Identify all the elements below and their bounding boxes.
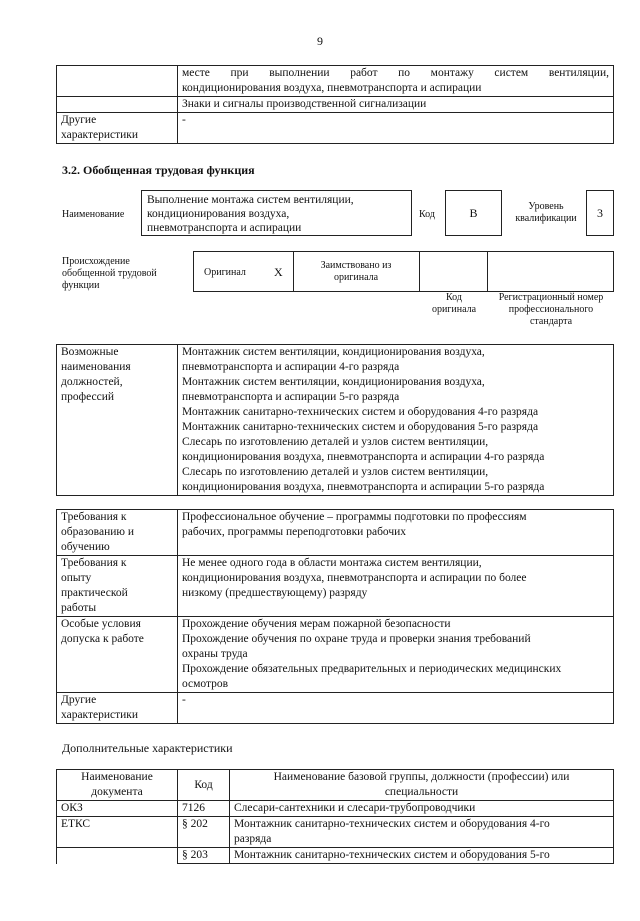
origin-divider — [419, 252, 420, 291]
top-table-other-value: - — [178, 113, 614, 144]
table-row — [57, 617, 614, 693]
table-cell-doc — [57, 848, 178, 864]
requirement-label: Требования к образованию и обучению — [57, 510, 178, 556]
positions-list — [178, 345, 614, 496]
requirement-value: - — [178, 693, 614, 724]
requirement-label: Особые условия допуска к работе — [57, 617, 178, 693]
list-item: Слесарь по изготовлению деталей и узлов систем вентиляции, — [182, 466, 489, 478]
table-row — [57, 510, 614, 556]
requirement-label: Другие характеристики — [57, 693, 178, 724]
section-title: 3.2. Обобщенная трудовая функция — [62, 163, 255, 177]
top-table-row1-value: месте при выполнении работ по монтажу систем вентиляции, кондиционирования воздуха, пневмотранспорта и аспирации — [178, 66, 614, 97]
top-table-other-label: Другие характеристики — [57, 113, 178, 144]
requirement-value: Не менее одного года в области монтажа систем вентиляции, кондиционирования воздуха, пневмотранспорта и аспирации по более низкому (предшествующему) разряду — [178, 556, 614, 617]
list-item: Монтажник систем вентиляции, кондиционирования воздуха, — [182, 346, 485, 358]
requirements-table — [56, 509, 614, 724]
page-number: 9 — [317, 34, 323, 48]
list-item: пневмотранспорта и аспирации 4-го разряда — [182, 361, 400, 373]
table-cell-name: Слесари-сантехники и слесари-трубопроводчики — [230, 801, 614, 817]
list-item: Слесарь по изготовлению деталей и узлов систем вентиляции, — [182, 436, 489, 448]
table-cell-name: Монтажник санитарно-технических систем и оборудования 4-го разряда — [230, 817, 614, 848]
table-row — [57, 817, 614, 848]
gtf-code-box: B — [445, 190, 502, 236]
requirement-value: Профессиональное обучение – программы подготовки по профессиям рабочих, программы переподготовки рабочих — [178, 510, 614, 556]
positions-table — [56, 344, 614, 496]
table-row — [57, 556, 614, 617]
list-item: Монтажник систем вентиляции, кондиционирования воздуха, — [182, 376, 485, 388]
table-cell-doc: ЕТКС — [57, 817, 178, 848]
gtf-name-label: Наименование — [62, 209, 125, 220]
table-cell-name: Монтажник санитарно-технических систем и оборудования 5-го — [230, 848, 614, 864]
table-cell-doc: ОКЗ — [57, 801, 178, 817]
origin-label: Происхождение обобщенной трудовой функции — [62, 256, 157, 291]
gtf-level-label: Уровень квалификации — [515, 201, 577, 224]
origin-box — [193, 251, 614, 292]
gtf-code-label: Код — [419, 209, 435, 220]
additional-table — [56, 769, 614, 864]
list-item: кондиционирования воздуха, пневмотранспорта и аспирации 4-го разряда — [182, 451, 545, 463]
additional-title: Дополнительные характеристики — [62, 741, 233, 755]
origin-reg-caption: Регистрационный номер профессионального стандарта — [498, 292, 604, 327]
origin-original-mark: X — [274, 265, 283, 279]
table-row — [57, 848, 614, 864]
gtf-name-box: Выполнение монтажа систем вентиляции, кондиционирования воздуха, пневмотранспорта и аспирации — [141, 190, 412, 236]
list-item: пневмотранспорта и аспирации 5-го разряда — [182, 391, 400, 403]
positions-label: Возможные наименования должностей, профессий — [57, 345, 178, 496]
origin-borrowed-label: Заимствовано из оригинала — [320, 260, 392, 283]
column-header: Код — [178, 770, 230, 801]
table-row — [57, 693, 614, 724]
list-item: Монтажник санитарно-технических систем и оборудования 5-го разряда — [182, 421, 539, 433]
gtf-level-box: 3 — [586, 190, 614, 236]
column-header: Наименование документа — [57, 770, 178, 801]
top-table — [56, 65, 614, 144]
table-row — [57, 801, 614, 817]
requirement-value: Прохождение обучения мерам пожарной безопасности Прохождение обучения по охране труда и проверки знания требований охраны труда Прохождение обязательных предварительных и периодических медицинских осмотров — [178, 617, 614, 693]
top-table-empty-cell — [57, 97, 178, 113]
table-cell-code: § 202 — [178, 817, 230, 848]
table-header-row — [57, 770, 614, 801]
list-item: кондиционирования воздуха, пневмотранспорта и аспирации 5-го разряда — [182, 481, 545, 493]
origin-original-label: Оригинал — [204, 267, 246, 278]
origin-code-caption: Код оригинала — [431, 292, 477, 315]
list-item: Монтажник санитарно-технических систем и оборудования 4-го разряда — [182, 406, 539, 418]
top-table-row2-value: Знаки и сигналы производственной сигнализации — [178, 97, 614, 113]
requirement-label: Требования к опыту практической работы — [57, 556, 178, 617]
top-table-empty-cell — [57, 66, 178, 97]
column-header: Наименование базовой группы, должности (профессии) или специальности — [230, 770, 614, 801]
table-cell-code: § 203 — [178, 848, 230, 864]
table-cell-code: 7126 — [178, 801, 230, 817]
origin-divider — [487, 252, 488, 291]
